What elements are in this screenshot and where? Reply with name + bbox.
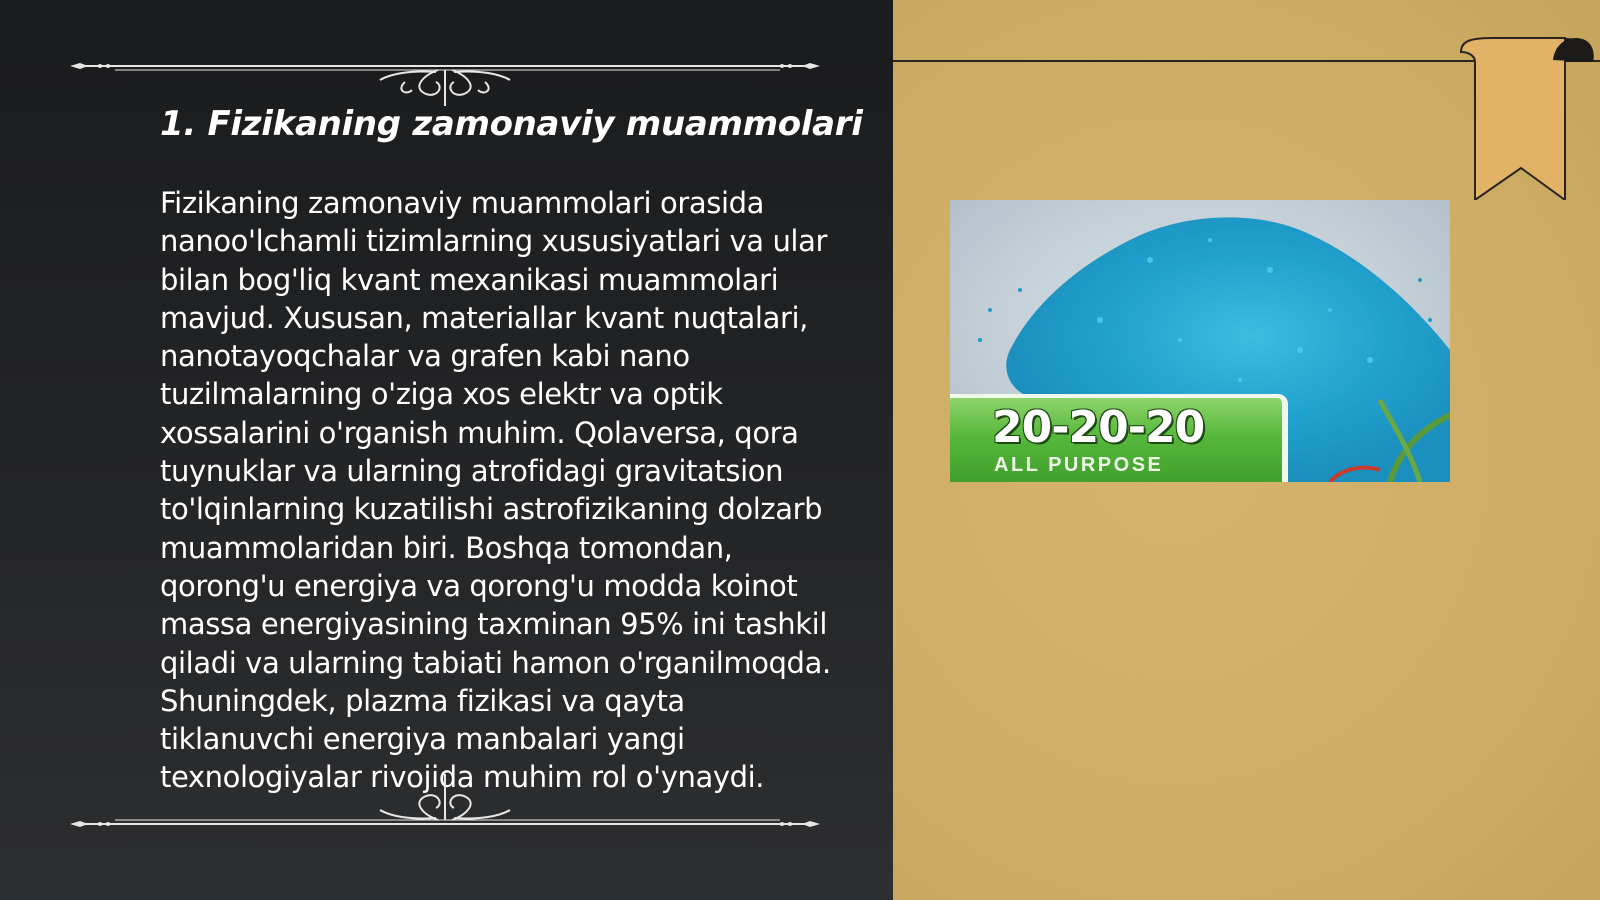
ornament-divider-top-icon	[60, 48, 830, 108]
npk-ratio-label: 20-20-20	[992, 402, 1205, 453]
slide-body-text: Fizikaning zamonaviy muammolari orasida nanoo'lchamli tizimlarning xususiyatlari va ular bilan bog'liq kvant mexanikasi muammolari mavjud. Xususan, materiallar kvant nuqtalari, nanotayoqchalar va grafen kabi nano tuzilmalarning o'ziga xos elektr va optik xossalarini o'rganish muhim. Qolaversa, qora tuynuklar va ularning atrofidagi gravitatsion to'lqinlarning kuzatilishi astrofizikaning dolzarb muammolaridan biri. Boshqa tomondan, qorong'u energiya va qorong'u modda koinot massa energiyasining taxminan 95% ini tashkil qiladi va ularning tabiati hamon o'rganilmoqda. Shuningdek, plazma fizikasi va qayta tiklanuvchi energiya manbalari yangi texnologiyalar rivojida muhim rol o'ynaydi.	[160, 186, 831, 795]
fertilizer-photo	[950, 200, 1450, 482]
slide-title: 1. Fizikaning zamonaviy muammolari	[160, 104, 863, 144]
all-purpose-label: ALL PURPOSE	[994, 454, 1164, 476]
ornament-divider-bottom-icon	[60, 772, 830, 832]
ribbon-bookmark-icon	[1433, 0, 1600, 200]
product-label-badge	[950, 394, 1288, 482]
